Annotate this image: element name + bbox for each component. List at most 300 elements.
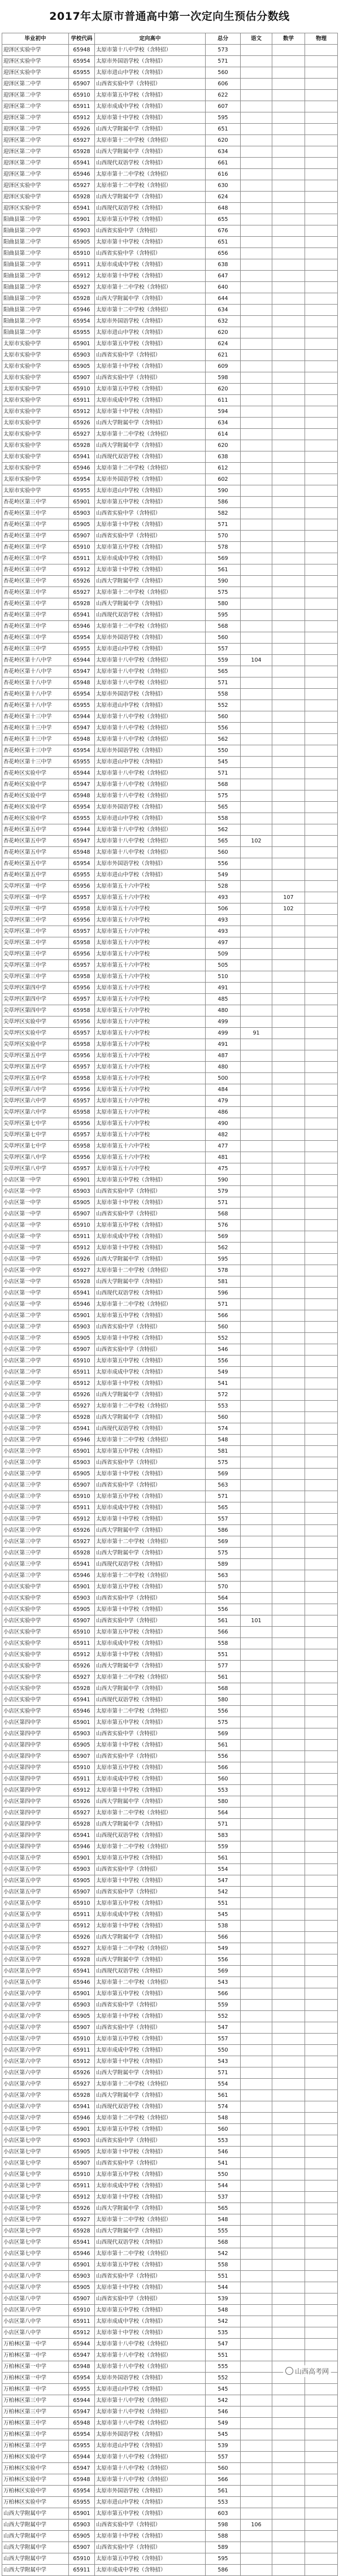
table-row [2, 1841, 338, 1853]
cell-physics-score [305, 2384, 338, 2395]
table-row [2, 1197, 338, 1209]
cell-school-code: 65907 [69, 1887, 95, 1898]
table-row [2, 1254, 338, 1265]
cell-physics-score [305, 451, 338, 463]
table-row [2, 338, 338, 350]
cell-physics-score [305, 1638, 338, 1649]
cell-chinese-score [241, 1604, 272, 1615]
table-row [2, 2113, 338, 2124]
cell-math-score [272, 1356, 305, 1367]
cell-target-high-school: 太原市成成中学校（含特招） [95, 1774, 206, 1785]
cell-middle-school: 小店区第五中学 [2, 1966, 69, 1977]
table-row [2, 327, 338, 338]
cell-total-score: 563 [206, 1570, 241, 1582]
table-row [2, 112, 338, 124]
table-row [2, 2056, 338, 2067]
cell-total-score: 570 [206, 1582, 241, 1593]
cell-physics-score [305, 1310, 338, 1322]
cell-math-score [272, 1638, 305, 1649]
table-row [2, 2101, 338, 2113]
cell-physics-score [305, 644, 338, 655]
cell-math-score [272, 2395, 305, 2406]
cell-chinese-score [241, 2350, 272, 2361]
cell-target-high-school: 太原市第五十六中学校 [95, 1073, 206, 1084]
cell-school-code: 65944 [69, 824, 95, 836]
cell-physics-score [305, 2305, 338, 2316]
cell-school-code: 65956 [69, 983, 95, 994]
cell-target-high-school: 山西省实验中学（含特招） [95, 2022, 206, 2034]
cell-math-score [272, 1582, 305, 1593]
cell-chinese-score [241, 1853, 272, 1864]
cell-math-score [272, 2271, 305, 2282]
table-row [2, 1774, 338, 1785]
cell-middle-school: 太原市实验中学 [2, 338, 69, 350]
cell-target-high-school: 太原市第十二中学校（含特招） [95, 1706, 206, 1717]
cell-math-score [272, 1717, 305, 1728]
watermark [283, 2365, 331, 2377]
cell-chinese-score [241, 293, 272, 305]
cell-middle-school: 阳曲县第二中学 [2, 327, 69, 338]
cell-chinese-score [241, 214, 272, 225]
cell-physics-score [305, 1378, 338, 1389]
cell-chinese-score [241, 576, 272, 587]
cell-school-code: 65958 [69, 971, 95, 983]
table-row [2, 463, 338, 474]
cell-school-code: 65956 [69, 949, 95, 960]
cell-chinese-score [241, 1344, 272, 1356]
table-row [2, 1559, 338, 1570]
cell-middle-school: 杏花岭区第三中学 [2, 542, 69, 553]
table-row [2, 1423, 338, 1435]
cell-middle-school: 杏花岭区第十八中学 [2, 700, 69, 711]
cell-target-high-school: 太原市成成中学校（含特招） [95, 1502, 206, 1514]
cell-chinese-score [241, 1593, 272, 1604]
cell-chinese-score [241, 1457, 272, 1469]
cell-math-score [272, 1548, 305, 1559]
cell-chinese-score [241, 124, 272, 135]
cell-middle-school: 尖草坪区第二中学 [2, 937, 69, 949]
cell-total-score: 573 [206, 45, 241, 56]
cell-chinese-score [241, 45, 272, 56]
table-row [2, 1322, 338, 1333]
cell-chinese-score [241, 858, 272, 870]
cell-middle-school: 小店区第七中学 [2, 2248, 69, 2260]
cell-middle-school: 迎泽区实验中学 [2, 192, 69, 203]
cell-target-high-school: 太原市第十八中学校（含特招） [95, 677, 206, 689]
cell-middle-school: 小店区第一中学 [2, 1265, 69, 1276]
cell-middle-school: 太原市实验中学 [2, 474, 69, 485]
cell-chinese-score [241, 1627, 272, 1638]
cell-total-score: 559 [206, 2000, 241, 2011]
cell-middle-school: 杏花岭区第三中学 [2, 621, 69, 632]
cell-target-high-school: 太原市成成中学校（含特招） [95, 2045, 206, 2056]
cell-middle-school: 小店区第一中学 [2, 1288, 69, 1299]
cell-total-score: 580 [206, 598, 241, 610]
cell-physics-score [305, 553, 338, 564]
cell-school-code: 65948 [69, 2474, 95, 2486]
cell-chinese-score [241, 485, 272, 497]
cell-total-score: 553 [206, 1401, 241, 1412]
cell-chinese-score [241, 1536, 272, 1548]
cell-target-high-school: 太原市第五十六中学校 [95, 892, 206, 903]
cell-middle-school: 小店区第八中学 [2, 2260, 69, 2271]
cell-physics-score [305, 2260, 338, 2271]
cell-school-code: 65927 [69, 2214, 95, 2226]
cell-chinese-score [241, 2361, 272, 2373]
cell-school-code: 65954 [69, 802, 95, 813]
cell-middle-school: 阳曲县第二中学 [2, 316, 69, 327]
cell-school-code: 65955 [69, 327, 95, 338]
cell-school-code: 65901 [69, 2508, 95, 2519]
cell-total-score: 548 [206, 1435, 241, 1446]
cell-school-code: 65901 [69, 1310, 95, 1322]
cell-chinese-score [241, 67, 272, 79]
cell-physics-score [305, 1254, 338, 1265]
table-row [2, 644, 338, 655]
cell-math-score [272, 1446, 305, 1457]
cell-middle-school: 杏花岭区实验中学 [2, 802, 69, 813]
cell-target-high-school: 山西省实验中学（含特招） [95, 248, 206, 259]
cell-middle-school: 尖草坪区第七中学 [2, 1141, 69, 1152]
cell-physics-score [305, 1966, 338, 1977]
cell-math-score [272, 2282, 305, 2293]
cell-school-code: 65927 [69, 1672, 95, 1683]
cell-math-score [272, 711, 305, 723]
cell-middle-school: 杏花岭区第十三中学 [2, 734, 69, 745]
cell-math-score [272, 576, 305, 587]
cell-total-score: 548 [206, 2305, 241, 2316]
table-row [2, 757, 338, 768]
cell-physics-score [305, 1593, 338, 1604]
cell-target-high-school: 太原市第十八中学校（含特招） [95, 790, 206, 802]
cell-chinese-score [241, 2135, 272, 2147]
cell-school-code: 65956 [69, 1050, 95, 1062]
page-title: 2017年太原市普通高中第一次定向生预估分数线 [49, 10, 290, 23]
cell-chinese-score [241, 1977, 272, 1988]
cell-total-score: 607 [206, 101, 241, 112]
cell-physics-score [305, 768, 338, 779]
cell-school-code: 65928 [69, 1683, 95, 1695]
table-row [2, 1864, 338, 1875]
cell-physics-score [305, 1898, 338, 1909]
table-row [2, 2000, 338, 2011]
cell-physics-score [305, 1480, 338, 1491]
cell-total-score: 560 [206, 847, 241, 858]
cell-total-score: 577 [206, 1661, 241, 1672]
cell-middle-school: 山西大学附属中学 [2, 2565, 69, 2576]
cell-middle-school: 杏花岭区第五中学 [2, 858, 69, 870]
cell-math-score [272, 1378, 305, 1389]
cell-middle-school: 小店区第一中学 [2, 1197, 69, 1209]
cell-physics-score [305, 519, 338, 531]
cell-total-score: 545 [206, 757, 241, 768]
cell-total-score: 493 [206, 915, 241, 926]
cell-math-score [272, 316, 305, 327]
cell-school-code: 65927 [69, 282, 95, 293]
cell-middle-school: 小店区第五中学 [2, 1853, 69, 1864]
cell-target-high-school: 山西大学附属中学（含特招） [95, 1525, 206, 1536]
cell-physics-score [305, 790, 338, 802]
cell-physics-score [305, 802, 338, 813]
cell-chinese-score [241, 1875, 272, 1887]
cell-math-score [272, 1096, 305, 1107]
cell-physics-score [305, 779, 338, 790]
cell-math-score [272, 327, 305, 338]
cell-math-score [272, 124, 305, 135]
cell-chinese-score [241, 2113, 272, 2124]
table-row [2, 192, 338, 203]
cell-math-score [272, 2316, 305, 2327]
cell-school-code: 65927 [69, 1943, 95, 1954]
table-row [2, 1966, 338, 1977]
cell-middle-school: 小店区第二中学 [2, 1423, 69, 1435]
cell-school-code: 65910 [69, 1627, 95, 1638]
cell-math-score [272, 553, 305, 564]
cell-middle-school: 太原市实验中学 [2, 485, 69, 497]
table-row [2, 2316, 338, 2327]
table-row [2, 1118, 338, 1130]
cell-physics-score [305, 598, 338, 610]
cell-math-score [272, 1909, 305, 1921]
cell-physics-score [305, 734, 338, 745]
cell-math-score [272, 2508, 305, 2519]
cell-total-score: 551 [206, 2271, 241, 2282]
cell-chinese-score [241, 112, 272, 124]
cell-total-score: 557 [206, 1514, 241, 1525]
cell-physics-score [305, 1774, 338, 1785]
cell-physics-score [305, 1469, 338, 1480]
cell-physics-score [305, 497, 338, 508]
cell-school-code: 65910 [69, 2034, 95, 2045]
cell-school-code: 65910 [69, 2305, 95, 2316]
cell-target-high-school: 太原市第五十六中学校 [95, 903, 206, 915]
table-row [2, 1683, 338, 1695]
cell-target-high-school: 山西大学附属中学（含特招） [95, 1389, 206, 1401]
cell-chinese-score [241, 937, 272, 949]
cell-school-code: 65911 [69, 1231, 95, 1243]
cell-middle-school: 小店区第五中学 [2, 1909, 69, 1921]
cell-target-high-school: 太原市第五十六中学校 [95, 949, 206, 960]
cell-middle-school: 小店区第五中学 [2, 1898, 69, 1909]
cell-middle-school: 小店区实验中学 [2, 1627, 69, 1638]
table-row [2, 2214, 338, 2226]
cell-middle-school: 迎泽区实验中学 [2, 56, 69, 67]
cell-math-score [272, 1649, 305, 1661]
cell-physics-score [305, 926, 338, 937]
cell-total-score: 569 [206, 1536, 241, 1548]
cell-school-code: 65944 [69, 2395, 95, 2406]
cell-total-score: 590 [206, 485, 241, 497]
cell-school-code: 65956 [69, 1118, 95, 1130]
table-row [2, 813, 338, 824]
cell-chinese-score [241, 1118, 272, 1130]
cell-math-score [272, 1796, 305, 1808]
table-row [2, 542, 338, 553]
cell-middle-school: 阳曲县第二中学 [2, 237, 69, 248]
table-row [2, 67, 338, 79]
cell-total-score: 560 [206, 2463, 241, 2474]
cell-total-score: 493 [206, 926, 241, 937]
cell-school-code: 65955 [69, 757, 95, 768]
cell-physics-score [305, 1717, 338, 1728]
cell-total-score: 586 [206, 497, 241, 508]
cell-math-score [272, 1028, 305, 1039]
cell-total-score: 549 [206, 1367, 241, 1378]
cell-school-code: 65944 [69, 655, 95, 666]
cell-middle-school: 尖草坪区第八中学 [2, 1152, 69, 1163]
cell-school-code: 65927 [69, 135, 95, 146]
cell-school-code: 65907 [69, 2293, 95, 2305]
cell-total-score: 557 [206, 2452, 241, 2463]
cell-math-score [272, 610, 305, 621]
cell-middle-school: 小店区第三中学 [2, 1548, 69, 1559]
cell-school-code: 65956 [69, 1017, 95, 1028]
cell-target-high-school: 太原市第十八中学校（含特招） [95, 2418, 206, 2429]
cell-target-high-school: 太原市外国语学校（含特招） [95, 689, 206, 700]
cell-target-high-school: 太原市第十二中学校（含特招） [95, 282, 206, 293]
cell-total-score: 588 [206, 2531, 241, 2542]
cell-middle-school: 小店区第一中学 [2, 1220, 69, 1231]
cell-middle-school: 小店区第一中学 [2, 1186, 69, 1197]
cell-target-high-school: 太原市第五中学校（含特招） [95, 1491, 206, 1502]
cell-total-score: 542 [206, 1887, 241, 1898]
cell-school-code: 65907 [69, 2022, 95, 2034]
table-row [2, 124, 338, 135]
table-row [2, 2090, 338, 2101]
cell-math-score [272, 485, 305, 497]
cell-total-score: 574 [206, 2101, 241, 2113]
cell-target-high-school: 山西现代双语学校（含特招） [95, 1830, 206, 1841]
cell-chinese-score [241, 2553, 272, 2565]
cell-total-score: 561 [206, 2090, 241, 2101]
cell-total-score: 655 [206, 214, 241, 225]
cell-chinese-score [241, 2384, 272, 2395]
table-row [2, 2045, 338, 2056]
cell-middle-school: 小店区第八中学 [2, 2305, 69, 2316]
cell-physics-score [305, 2022, 338, 2034]
table-row [2, 2395, 338, 2406]
cell-school-code: 65928 [69, 146, 95, 158]
cell-target-high-school: 山西省实验中学（含特招） [95, 508, 206, 519]
cell-chinese-score [241, 870, 272, 881]
cell-chinese-score [241, 1864, 272, 1875]
cell-school-code: 65941 [69, 1423, 95, 1435]
cell-target-high-school: 太原市外国语学校（含特招） [95, 474, 206, 485]
cell-chinese-score [241, 282, 272, 293]
cell-math-score [272, 1615, 305, 1627]
cell-target-high-school: 太原市成成中学校（含特招） [95, 553, 206, 564]
cell-physics-score [305, 192, 338, 203]
cell-school-code: 65948 [69, 734, 95, 745]
cell-math-score [272, 2339, 305, 2350]
cell-math-score [272, 1367, 305, 1378]
cell-target-high-school: 太原市第五中学校（含特招） [95, 1627, 206, 1638]
cell-math-score [272, 1943, 305, 1954]
cell-middle-school: 杏花岭区实验中学 [2, 768, 69, 779]
cell-total-score: 616 [206, 169, 241, 180]
cell-target-high-school: 太原市外国语学校（含特招） [95, 2429, 206, 2440]
cell-school-code: 65946 [69, 305, 95, 316]
cell-physics-score [305, 2440, 338, 2452]
cell-math-score [272, 1310, 305, 1322]
cell-school-code: 65905 [69, 519, 95, 531]
cell-target-high-school: 太原市第十八中学校（含特招） [95, 2474, 206, 2486]
cell-physics-score [305, 1864, 338, 1875]
cell-chinese-score [241, 1796, 272, 1808]
cell-math-score [272, 1954, 305, 1966]
table-row [2, 915, 338, 926]
cell-physics-score [305, 723, 338, 734]
table-row [2, 1175, 338, 1186]
cell-middle-school: 小店区第二中学 [2, 1401, 69, 1412]
cell-physics-score [305, 2090, 338, 2101]
cell-physics-score [305, 2531, 338, 2542]
cell-total-score: 566 [206, 1762, 241, 1774]
table-row [2, 2248, 338, 2260]
cell-chinese-score [241, 745, 272, 757]
cell-school-code: 65958 [69, 903, 95, 915]
cell-target-high-school: 山西大学附属中学（含特招） [95, 1932, 206, 1943]
cell-total-score: 656 [206, 248, 241, 259]
cell-chinese-score [241, 644, 272, 655]
cell-physics-score [305, 813, 338, 824]
table-row [2, 1186, 338, 1197]
cell-target-high-school: 太原市第十中学校（含特招） [95, 2531, 206, 2542]
cell-target-high-school: 山西大学附属中学（含特招） [95, 2226, 206, 2237]
cell-school-code: 65911 [69, 1367, 95, 1378]
cell-target-high-school: 太原市第五中学校（含特招） [95, 214, 206, 225]
table-row [2, 1954, 338, 1966]
cell-middle-school: 阳曲县第二中学 [2, 271, 69, 282]
cell-math-score [272, 293, 305, 305]
cell-math-score [272, 1491, 305, 1502]
cell-physics-score [305, 1977, 338, 1988]
cell-middle-school: 迎泽区第二中学 [2, 124, 69, 135]
header-math: 数学 [272, 33, 305, 45]
cell-chinese-score [241, 1932, 272, 1943]
cell-chinese-score [241, 305, 272, 316]
cell-middle-school: 小店区第四中学 [2, 1808, 69, 1819]
table-row [2, 1830, 338, 1841]
cell-total-score: 541 [206, 1378, 241, 1389]
cell-total-score: 568 [206, 621, 241, 632]
cell-total-score: 638 [206, 259, 241, 271]
cell-school-code: 65955 [69, 2497, 95, 2508]
cell-middle-school: 杏花岭区第五中学 [2, 836, 69, 847]
cell-math-score [272, 1977, 305, 1988]
cell-middle-school: 小店区第二中学 [2, 1378, 69, 1389]
cell-physics-score [305, 971, 338, 983]
cell-middle-school: 小店区第五中学 [2, 1954, 69, 1966]
cell-school-code: 65911 [69, 395, 95, 406]
cell-school-code: 65956 [69, 915, 95, 926]
cell-total-score: 542 [206, 2316, 241, 2327]
wechat-logo-icon [285, 2367, 293, 2375]
cell-total-score: 558 [206, 1638, 241, 1649]
cell-target-high-school: 太原市第十八中学校（含特招） [95, 847, 206, 858]
cell-total-score: 575 [206, 790, 241, 802]
cell-total-score: 571 [206, 1197, 241, 1209]
cell-school-code: 65928 [69, 1954, 95, 1966]
cell-chinese-score [241, 169, 272, 180]
cell-middle-school: 尖草坪区第二中学 [2, 926, 69, 937]
cell-total-score: 568 [206, 2237, 241, 2248]
cell-chinese-score [241, 203, 272, 214]
cell-physics-score [305, 406, 338, 418]
cell-target-high-school: 山西现代双语学校（含特招） [95, 1559, 206, 1570]
cell-middle-school: 小店区第三中学 [2, 1536, 69, 1548]
cell-target-high-school: 太原市第十中学校（含特招） [95, 2327, 206, 2339]
